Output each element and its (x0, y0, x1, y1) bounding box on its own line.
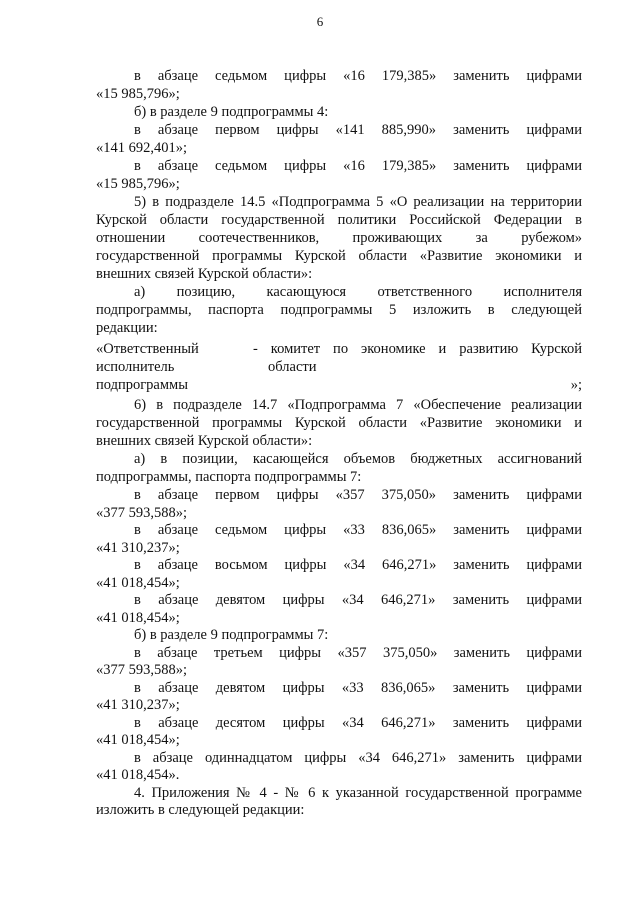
text-line: «41 018,454»; (96, 732, 180, 748)
page-number: 6 (316, 14, 324, 29)
text-line: государственной программы Курской области «Развитие экономики и (96, 248, 582, 264)
text-line: изложить в следующей редакции: (96, 802, 305, 818)
text-line: в абзаце третьем цифры «357 375,050» заменить цифрами (134, 645, 582, 661)
text-line: а) позицию, касающуюся ответственного исполнителя (134, 284, 582, 300)
text-line: а) в позиции, касающейся объемов бюджетных ассигнований (134, 451, 582, 467)
text-line: «41 018,454»; (96, 575, 180, 591)
text-line: в абзаце седьмом цифры «33 836,065» заменить цифрами (134, 522, 582, 538)
text-line: в абзаце девятом цифры «33 836,065» заменить цифрами (134, 680, 582, 696)
text-line: «377 593,588»; (96, 505, 188, 521)
text-line: «15 985,796»; (96, 176, 180, 192)
text-line: подпрограммы, паспорта подпрограммы 5 изложить в следующей (96, 302, 582, 318)
text-line: «15 985,796»; (96, 86, 180, 102)
text-line: в абзаце первом цифры «357 375,050» заменить цифрами (134, 487, 582, 503)
executor-value-close: »; (570, 377, 582, 393)
text-line: «41 018,454». (96, 767, 180, 783)
text-line: «377 593,588»; (96, 662, 188, 678)
text-line: государственной программы Курской области «Развитие экономики и (96, 415, 582, 431)
text-line: внешних связей Курской области»: (96, 266, 313, 282)
text-line: 5) в подразделе 14.5 «Подпрограмма 5 «О реализации на территории (134, 194, 582, 210)
text-line: «41 310,237»; (96, 697, 180, 713)
text-line: в абзаце седьмом цифры «16 179,385» заменить цифрами (134, 158, 582, 174)
text-line: «141 692,401»; (96, 140, 188, 156)
text-line: в абзаце седьмом цифры «16 179,385» заменить цифрами (134, 68, 582, 84)
text-line: в абзаце десятом цифры «34 646,271» заменить цифрами (134, 715, 582, 731)
text-line: в абзаце восьмом цифры «34 646,271» заменить цифрами (134, 557, 582, 573)
text-line: «41 018,454»; (96, 610, 180, 626)
text-line: б) в разделе 9 подпрограммы 4: (134, 104, 329, 120)
text-line: внешних связей Курской области»: (96, 433, 313, 449)
executor-value: области (268, 359, 317, 375)
text-line: редакции: (96, 320, 158, 336)
text-line: б) в разделе 9 подпрограммы 7: (134, 627, 329, 643)
executor-label: «Ответственный (96, 341, 199, 357)
text-line: в абзаце первом цифры «141 885,990» заменить цифрами (134, 122, 582, 138)
text-line: подпрограммы, паспорта подпрограммы 7: (96, 469, 362, 485)
executor-label: исполнитель (96, 359, 175, 375)
text-line: отношении соотечественников, проживающих за рубежом» (96, 230, 582, 246)
text-line: 6) в подразделе 14.7 «Подпрограмма 7 «Обеспечение реализации (134, 397, 582, 413)
text-line: в абзаце девятом цифры «34 646,271» заменить цифрами (134, 592, 582, 608)
text-line: 4. Приложения № 4 - № 6 к указанной государственной программе (134, 785, 582, 801)
text-line: в абзаце одиннадцатом цифры «34 646,271» заменить цифрами (134, 750, 582, 766)
executor-value: - комитет по экономике и развитию Курской (253, 341, 582, 357)
text-line: Курской области государственной политики Российской Федерации в (96, 212, 582, 228)
executor-label: подпрограммы (96, 377, 188, 393)
text-line: «41 310,237»; (96, 540, 180, 556)
